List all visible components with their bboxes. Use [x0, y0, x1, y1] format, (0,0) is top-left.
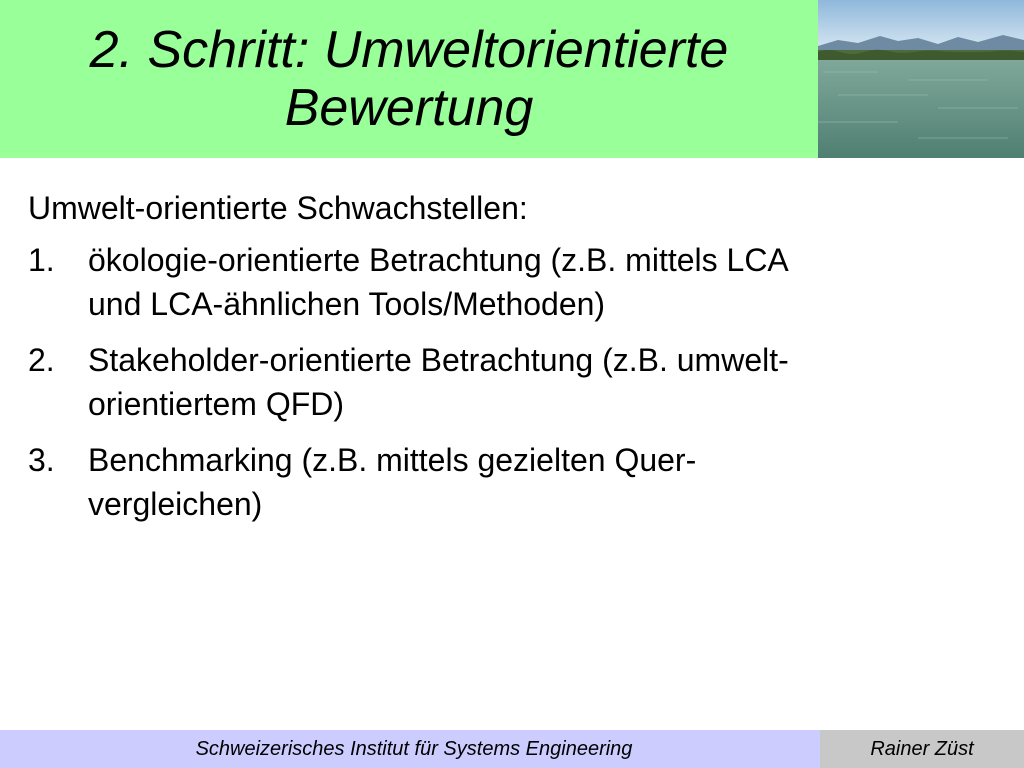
lake-landscape-image — [818, 0, 1024, 158]
title-line-1: 2. Schritt: Umweltorientierte — [89, 21, 729, 79]
list-item-text — [88, 238, 988, 326]
list-item-line: vergleichen) — [88, 486, 263, 522]
list-number: 1. — [28, 242, 55, 278]
lake-photo — [818, 0, 1024, 158]
list-item-line: und LCA-ähnlichen Tools/Methoden) — [88, 286, 606, 322]
list-item-text — [88, 338, 988, 426]
footer-author — [820, 730, 1024, 768]
footer-author-text: Rainer Züst — [870, 737, 974, 760]
list-item-line: orientiertem QFD) — [88, 386, 345, 422]
title-line-2: Bewertung — [284, 79, 534, 137]
list-number: 3. — [28, 442, 55, 478]
footer-institute — [0, 730, 820, 768]
list-number: 2. — [28, 342, 55, 378]
list-item — [28, 338, 988, 426]
intro-text: Umwelt-orientierte Schwachstellen: — [28, 190, 528, 226]
slide-title — [14, 21, 804, 137]
list-item-line: Stakeholder-orientierte Betrachtung (z.B. umwelt- — [88, 342, 789, 378]
list-item — [28, 438, 988, 526]
list-item-line: Benchmarking (z.B. mittels gezielten Quer- — [88, 442, 697, 478]
list-item-text — [88, 438, 988, 526]
list-item-line: ökologie-orientierte Betrachtung (z.B. mittels LCA — [88, 242, 789, 278]
slide-body — [28, 186, 988, 538]
list-item — [28, 238, 988, 326]
numbered-list — [28, 238, 988, 526]
title-bar — [0, 0, 818, 158]
footer-institute-text: Schweizerisches Institut für Systems Engineering — [195, 737, 633, 760]
footer — [0, 730, 1024, 768]
